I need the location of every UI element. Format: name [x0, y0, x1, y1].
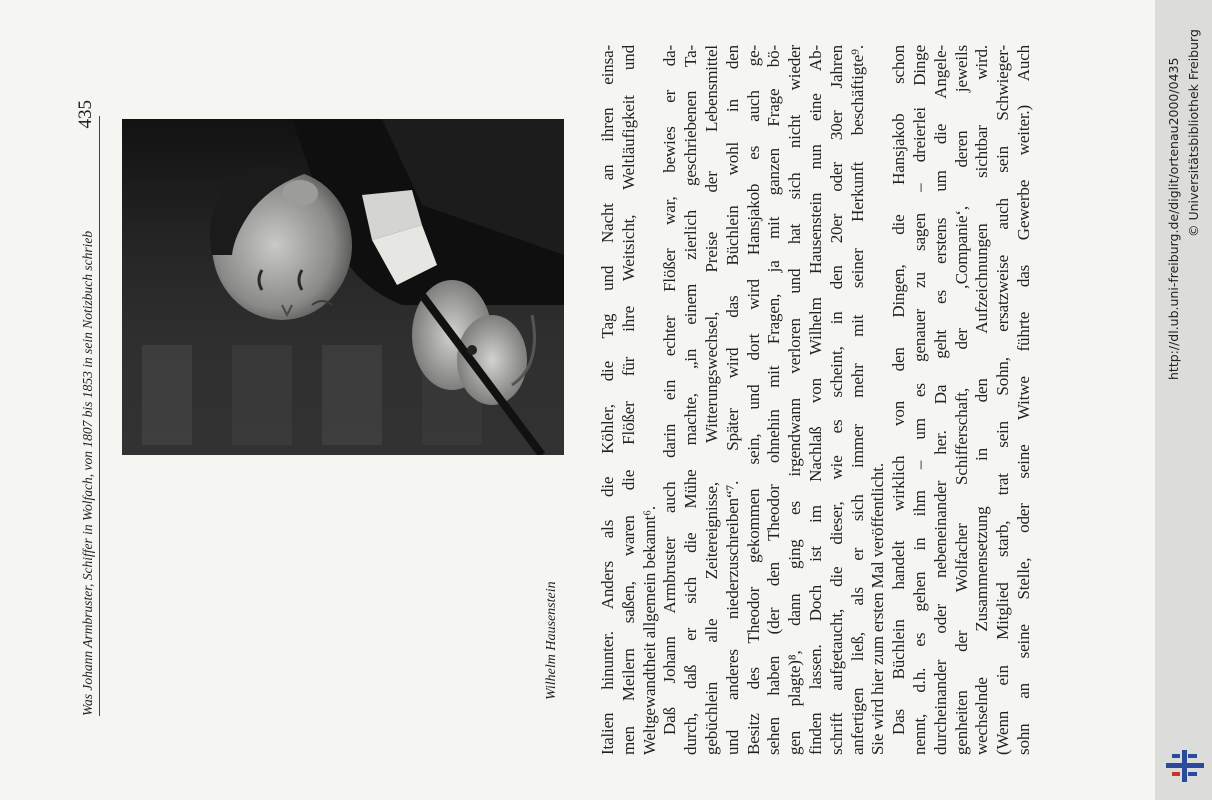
running-head: Was Johann Armbruster, Schiffer in Wolfach, von 1807 bis 1853 in sein Notizbuch schrieb [80, 116, 100, 716]
text-line: gen plagte)⁸, dann ging es irgendwann verloren und hat sich nicht wieder [785, 45, 805, 755]
ub-freiburg-logo-icon[interactable] [1166, 748, 1204, 784]
text-line: schrift aufgetaucht, die dieser, wie es scheint, in den 20er oder 30er Jahren [826, 45, 846, 755]
sidebar-text [1160, 0, 1212, 800]
text-line: durch, daß er sich die Mühe machte, „in einem zierlich geschriebenen Ta- [681, 45, 701, 755]
paragraph-1 [598, 45, 660, 755]
text-line: wechselnde Zusammensetzung in den Aufzeichnungen sichtbar wird. [972, 45, 992, 755]
source-url-link[interactable]: http://dl.ub.uni-freiburg.de/diglit/ortenau2000/0435 [1166, 57, 1181, 380]
text-line: Weltgewandtheit allgemein bekannt⁶. [639, 505, 659, 755]
text-line: anfertigen ließ, als er sich immer mehr mit seiner Herkunft beschäftigte⁹. [847, 45, 867, 755]
text-line: finden lassen. Doch ist im Nachlaß von Wilhelm Hausenstein nun eine Ab- [805, 45, 825, 755]
text-line: nennt, d.h. es gehen in ihm – um es genauer zu sagen – dreierlei Dinge [909, 45, 929, 755]
text-line: Sie wird hier zum ersten Mal veröffentlicht. [868, 463, 888, 755]
page-number: 435 [75, 100, 96, 129]
text-line: durcheinander oder nebeneinander her. Da geht es erstens um die Angele- [930, 45, 950, 755]
text-line: sohn an seine Stelle, oder seine Witwe führte das Gewerbe weiter.) Auch [1013, 45, 1033, 755]
paragraph-3 [889, 45, 1035, 755]
ub-freiburg-logo-icon-svg [1166, 748, 1204, 784]
sidebar-text-rotated [1160, 0, 1212, 800]
text-line: sehen haben (der den Theodor ohnehin mit Fragen, ja mit ganzen Frage bö- [764, 45, 784, 755]
text-line: men Meilern saßen, waren die Flößer für ihre Weitsicht, Weltläufigkeit und [618, 45, 638, 755]
text-line: Besitz des Theodor gekommen sein, und dort wird Hansjakob es auch ge- [743, 45, 763, 755]
portrait-photo-image [122, 119, 564, 455]
text-line: Italien hinunter. Anders als die Köhler, die Tag und Nacht an ihren einsa- [598, 45, 617, 755]
portrait-photo [122, 119, 564, 455]
body-text [598, 45, 1035, 755]
paragraph-2 [660, 45, 889, 755]
text-line: und anderes niederzuschreiben“⁷. Später wird das Büchlein wohl in den [722, 45, 742, 755]
text-line: Daß Johann Armbruster auch darin ein echter Flößer war, bewies er da- [660, 45, 680, 735]
copyright-notice: © Universitätsbibliothek Freiburg [1186, 29, 1201, 237]
text-line: genheiten der Wolfacher Schifferschaft, der ‚Companie‘, deren jeweils [951, 45, 971, 755]
text-line: Das Büchlein handelt wirklich von den Dingen, die Hansjakob schon [889, 45, 909, 735]
text-line: gebüchlein alle Zeitereignisse, Witterungswechsel, Preise der Lebensmittel [701, 45, 721, 755]
photo-caption: Wilhelm Hausenstein [544, 581, 559, 700]
text-line: (Wenn ein Mitglied starb, trat sein Sohn, ersatzweise auch sein Schwieger- [993, 45, 1013, 755]
